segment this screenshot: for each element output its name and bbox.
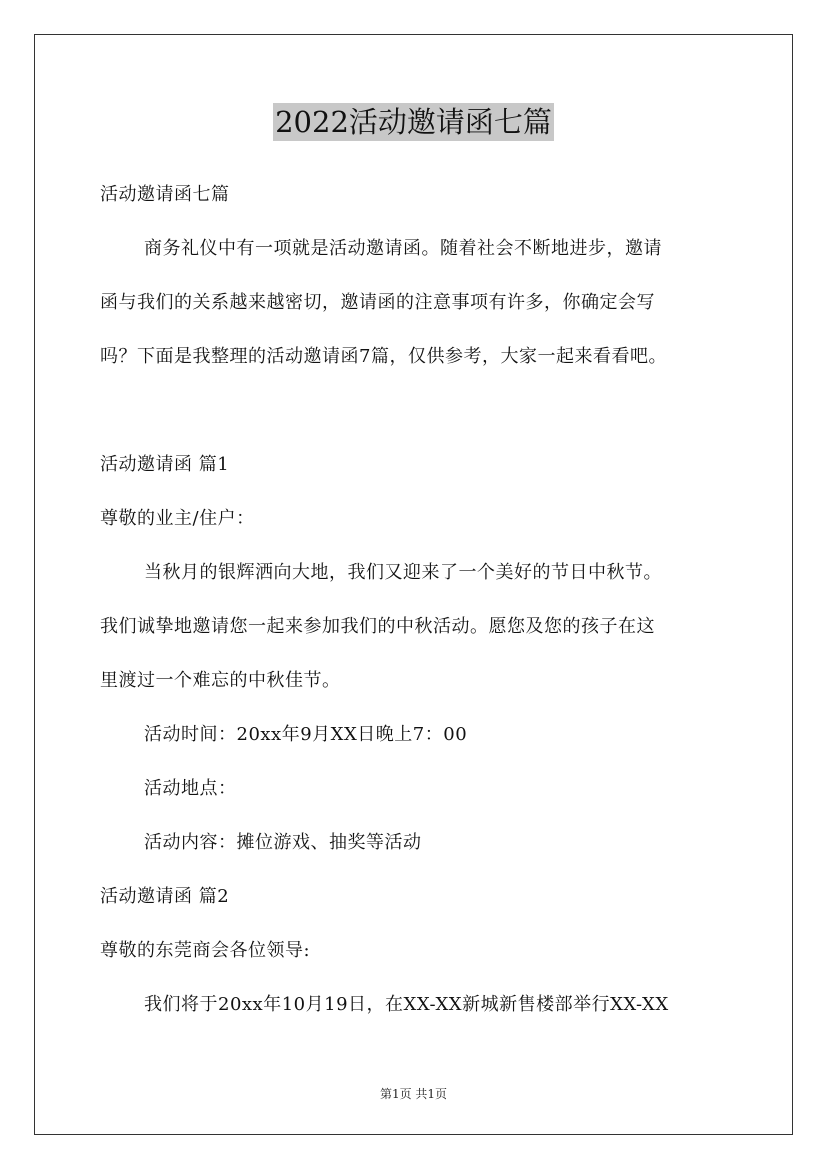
section1-body-line-1: 当秋月的银辉洒向大地，我们又迎来了一个美好的节日中秋节。 <box>144 562 662 583</box>
section1-body-line-3: 里渡过一个难忘的中秋佳节。 <box>100 670 341 691</box>
section2-salutation: 尊敬的东莞商会各位领导: <box>100 940 311 961</box>
section2-heading: 活动邀请函 篇2 <box>100 886 230 907</box>
section1-time: 活动时间：20xx年9月XX日晚上7：00 <box>144 724 468 745</box>
section1-content: 活动内容：摊位游戏、抽奖等活动 <box>144 832 422 853</box>
section2-body-line-1: 我们将于20xx年10月19日，在XX-XX新城新售楼部举行XX-XX <box>144 994 669 1015</box>
intro-line-3: 吗？下面是我整理的活动邀请函7篇，仅供参考，大家一起来看看吧。 <box>100 346 667 367</box>
section1-heading: 活动邀请函 篇1 <box>100 454 230 475</box>
section1-body-line-2: 我们诚挚地邀请您一起来参加我们的中秋活动。愿您及您的孩子在这 <box>100 616 655 637</box>
intro-line-1: 商务礼仪中有一项就是活动邀请函。随着社会不断地进步，邀请 <box>144 238 662 259</box>
document-title: 2022活动邀请函七篇 <box>275 105 552 139</box>
section1-place: 活动地点： <box>144 778 237 799</box>
section1-salutation: 尊敬的业主/住户： <box>100 508 255 529</box>
document-subtitle: 活动邀请函七篇 <box>100 184 230 205</box>
page-footer: 第1页 共1页 <box>379 1087 448 1101</box>
document-title-wrap <box>0 103 827 141</box>
intro-line-2: 函与我们的关系越来越密切，邀请函的注意事项有许多，你确定会写 <box>100 292 655 313</box>
